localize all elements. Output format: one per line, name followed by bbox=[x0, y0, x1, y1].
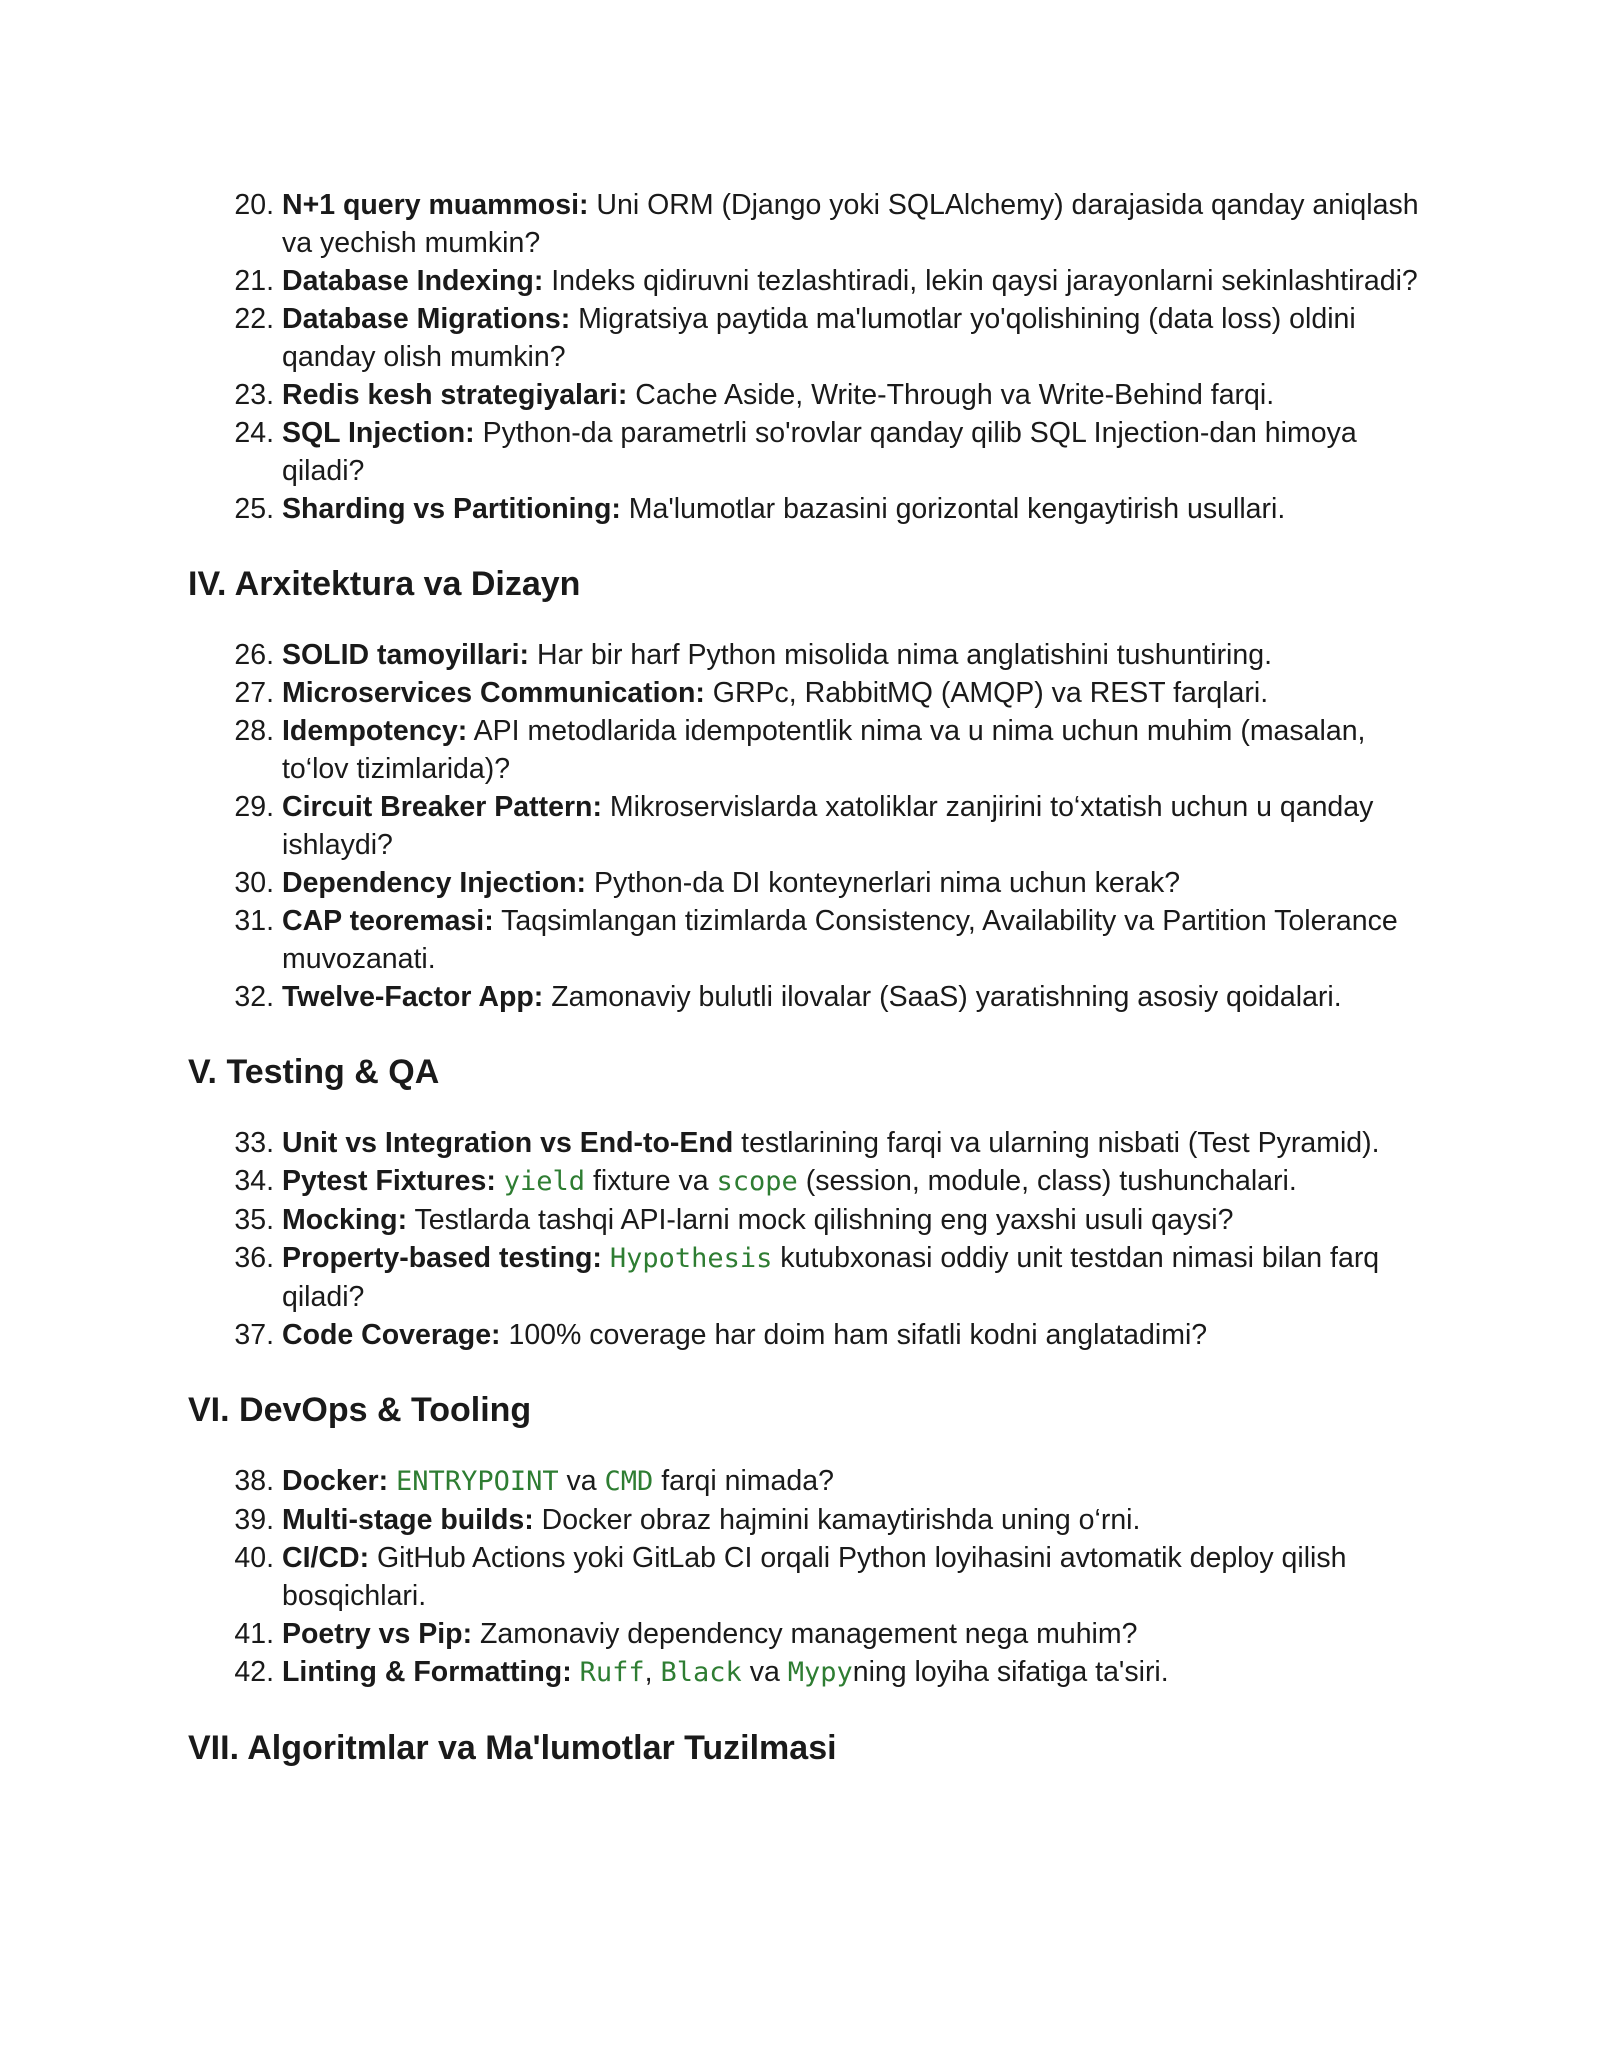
list-item bbox=[188, 1653, 1428, 1692]
item-text: GitHub Actions yoki GitLab CI orqali Python loyihasini avtomatik deploy qilish bosqichlari. bbox=[282, 1542, 1347, 1612]
item-term: Circuit Breaker Pattern: bbox=[282, 791, 602, 823]
item-term: CI/CD: bbox=[282, 1542, 370, 1574]
item-term: Dependency Injection: bbox=[282, 867, 587, 899]
list-item bbox=[188, 1501, 1428, 1539]
list-item bbox=[188, 712, 1428, 788]
section-heading-algorithms: VII. Algoritmlar va Ma'lumotlar Tuzilmasi bbox=[188, 1729, 837, 1767]
list-item bbox=[188, 1239, 1428, 1316]
list-item bbox=[188, 376, 1428, 414]
item-term: Linting & Formatting: bbox=[282, 1656, 572, 1688]
item-text: , bbox=[644, 1656, 661, 1688]
list-item bbox=[188, 1615, 1428, 1653]
item-number: 31. bbox=[234, 905, 274, 937]
item-text: Har bir harf Python misolida nima anglatishini tushuntiring. bbox=[529, 639, 1273, 671]
item-text: Zamonaviy bulutli ilovalar (SaaS) yaratishning asosiy qoidalari. bbox=[543, 981, 1342, 1013]
item-term: N+1 query muammosi: bbox=[282, 189, 589, 221]
list-item bbox=[188, 864, 1428, 902]
inline-code: CMD bbox=[604, 1466, 654, 1497]
item-number: 20. bbox=[234, 189, 274, 221]
item-text bbox=[388, 1465, 396, 1497]
item-text: Zamonaviy dependency management nega muhim? bbox=[472, 1618, 1138, 1650]
item-text: Testlarda tashqi API-larni mock qilishning eng yaxshi usuli qaysi? bbox=[407, 1204, 1234, 1236]
item-term: Property-based testing: bbox=[282, 1242, 602, 1274]
section-heading-devops: VI. DevOps & Tooling bbox=[188, 1391, 532, 1429]
item-term: Unit vs Integration vs End-to-End bbox=[282, 1127, 734, 1159]
item-text: Indeks qidiruvni tezlashtiradi, lekin qaysi jarayonlarni sekinlashtiradi? bbox=[543, 265, 1418, 297]
item-text: Python-da DI konteynerlari nima uchun kerak? bbox=[586, 867, 1181, 899]
list-item bbox=[188, 300, 1428, 376]
item-text: va bbox=[558, 1465, 605, 1497]
item-text: Python-da parametrli so'rovlar qanday qilib SQL Injection-dan himoya qiladi? bbox=[282, 417, 1357, 487]
question-list-testing bbox=[188, 1124, 1428, 1354]
item-number: 34. bbox=[234, 1165, 274, 1197]
list-item bbox=[188, 674, 1428, 712]
item-text: Mikroservislarda xatoliklar zanjirini to‘xtatish uchun u qanday ishlaydi? bbox=[282, 791, 1374, 861]
list-item bbox=[188, 414, 1428, 490]
item-term: Pytest Fixtures: bbox=[282, 1165, 496, 1197]
item-text: Cache Aside, Write-Through va Write-Behind farqi. bbox=[627, 379, 1275, 411]
item-text: testlarining farqi va ularning nisbati (Test Pyramid). bbox=[733, 1127, 1380, 1159]
list-item bbox=[188, 636, 1428, 674]
question-list-architecture bbox=[188, 636, 1428, 1016]
item-term: Docker: bbox=[282, 1465, 389, 1497]
inline-code: Hypothesis bbox=[609, 1243, 773, 1274]
list-item bbox=[188, 186, 1428, 262]
item-text: API metodlarida idempotentlik nima va u nima uchun muhim (masalan, to‘lov tizimlarida)? bbox=[282, 715, 1366, 785]
item-number: 29. bbox=[234, 791, 274, 823]
inline-code: ENTRYPOINT bbox=[396, 1466, 559, 1497]
item-number: 42. bbox=[234, 1656, 274, 1688]
list-item bbox=[188, 1201, 1428, 1239]
item-number: 30. bbox=[234, 867, 274, 899]
item-text: 100% coverage har doim ham sifatli kodni anglatadimi? bbox=[500, 1319, 1208, 1351]
item-number: 38. bbox=[234, 1465, 274, 1497]
item-number: 24. bbox=[234, 417, 274, 449]
item-text: ning loyiha sifatiga ta'siri. bbox=[852, 1656, 1169, 1688]
item-number: 23. bbox=[234, 379, 274, 411]
item-number: 39. bbox=[234, 1504, 274, 1536]
item-number: 36. bbox=[234, 1242, 274, 1274]
item-term: SOLID tamoyillari: bbox=[282, 639, 530, 671]
item-term: Sharding vs Partitioning: bbox=[282, 493, 621, 525]
item-term: Database Migrations: bbox=[282, 303, 571, 335]
item-number: 28. bbox=[234, 715, 274, 747]
item-number: 25. bbox=[234, 493, 274, 525]
list-item bbox=[188, 262, 1428, 300]
list-item bbox=[188, 1539, 1428, 1615]
item-text: Migratsiya paytida ma'lumotlar yo'qolishining (data loss) oldini qanday olish mumkin? bbox=[282, 303, 1356, 373]
item-text bbox=[602, 1242, 610, 1274]
section-heading-testing: V. Testing & QA bbox=[188, 1053, 440, 1091]
item-number: 22. bbox=[234, 303, 274, 335]
item-number: 35. bbox=[234, 1204, 274, 1236]
item-text: GRPc, RabbitMQ (AMQP) va REST farqlari. bbox=[704, 677, 1269, 709]
item-term: SQL Injection: bbox=[282, 417, 475, 449]
item-number: 27. bbox=[234, 677, 274, 709]
question-list-devops bbox=[188, 1462, 1428, 1692]
item-text: Taqsimlangan tizimlarda Consistency, Availability va Partition Tolerance muvozanati. bbox=[282, 905, 1398, 975]
item-text: Ma'lumotlar bazasini gorizontal kengaytirish usullari. bbox=[620, 493, 1286, 525]
item-text: Docker obraz hajmini kamaytirishda uning o‘rni. bbox=[533, 1504, 1141, 1536]
item-number: 40. bbox=[234, 1542, 274, 1574]
item-text: kutubxonasi oddiy unit testdan nimasi bilan farq qiladi? bbox=[282, 1242, 1380, 1313]
inline-code: Black bbox=[660, 1657, 742, 1688]
inline-code: Mypy bbox=[787, 1657, 853, 1688]
item-term: CAP teoremasi: bbox=[282, 905, 494, 937]
item-term: Code Coverage: bbox=[282, 1319, 501, 1351]
document-content bbox=[188, 186, 1428, 1770]
list-item bbox=[188, 1316, 1428, 1354]
list-item bbox=[188, 1162, 1428, 1201]
list-item bbox=[188, 788, 1428, 864]
item-text: fixture va bbox=[585, 1165, 717, 1197]
item-text bbox=[572, 1656, 580, 1688]
item-text: va bbox=[741, 1656, 788, 1688]
list-item bbox=[188, 490, 1428, 528]
item-number: 32. bbox=[234, 981, 274, 1013]
item-term: Redis kesh strategiyalari: bbox=[282, 379, 628, 411]
item-term: Poetry vs Pip: bbox=[282, 1618, 473, 1650]
item-term: Idempotency: bbox=[282, 715, 468, 747]
item-term: Mocking: bbox=[282, 1204, 408, 1236]
item-number: 41. bbox=[234, 1618, 274, 1650]
inline-code: Ruff bbox=[579, 1657, 645, 1688]
item-number: 33. bbox=[234, 1127, 274, 1159]
item-term: Twelve-Factor App: bbox=[282, 981, 544, 1013]
item-text: (session, module, class) tushunchalari. bbox=[797, 1165, 1297, 1197]
item-term: Microservices Communication: bbox=[282, 677, 705, 709]
item-text bbox=[496, 1165, 504, 1197]
item-number: 26. bbox=[234, 639, 274, 671]
item-text: Uni ORM (Django yoki SQLAlchemy) darajasida qanday aniqlash va yechish mumkin? bbox=[282, 189, 1419, 259]
list-item bbox=[188, 1124, 1428, 1162]
section-heading-architecture: IV. Arxitektura va Dizayn bbox=[188, 565, 581, 603]
inline-code: scope bbox=[716, 1166, 798, 1197]
item-text: farqi nimada? bbox=[653, 1465, 834, 1497]
list-item bbox=[188, 902, 1428, 978]
item-number: 21. bbox=[234, 265, 274, 297]
question-list-databases bbox=[188, 186, 1428, 528]
list-item bbox=[188, 978, 1428, 1016]
inline-code: yield bbox=[503, 1166, 586, 1197]
item-number: 37. bbox=[234, 1319, 274, 1351]
item-term: Database Indexing: bbox=[282, 265, 544, 297]
item-term: Multi-stage builds: bbox=[282, 1504, 534, 1536]
list-item bbox=[188, 1462, 1428, 1501]
